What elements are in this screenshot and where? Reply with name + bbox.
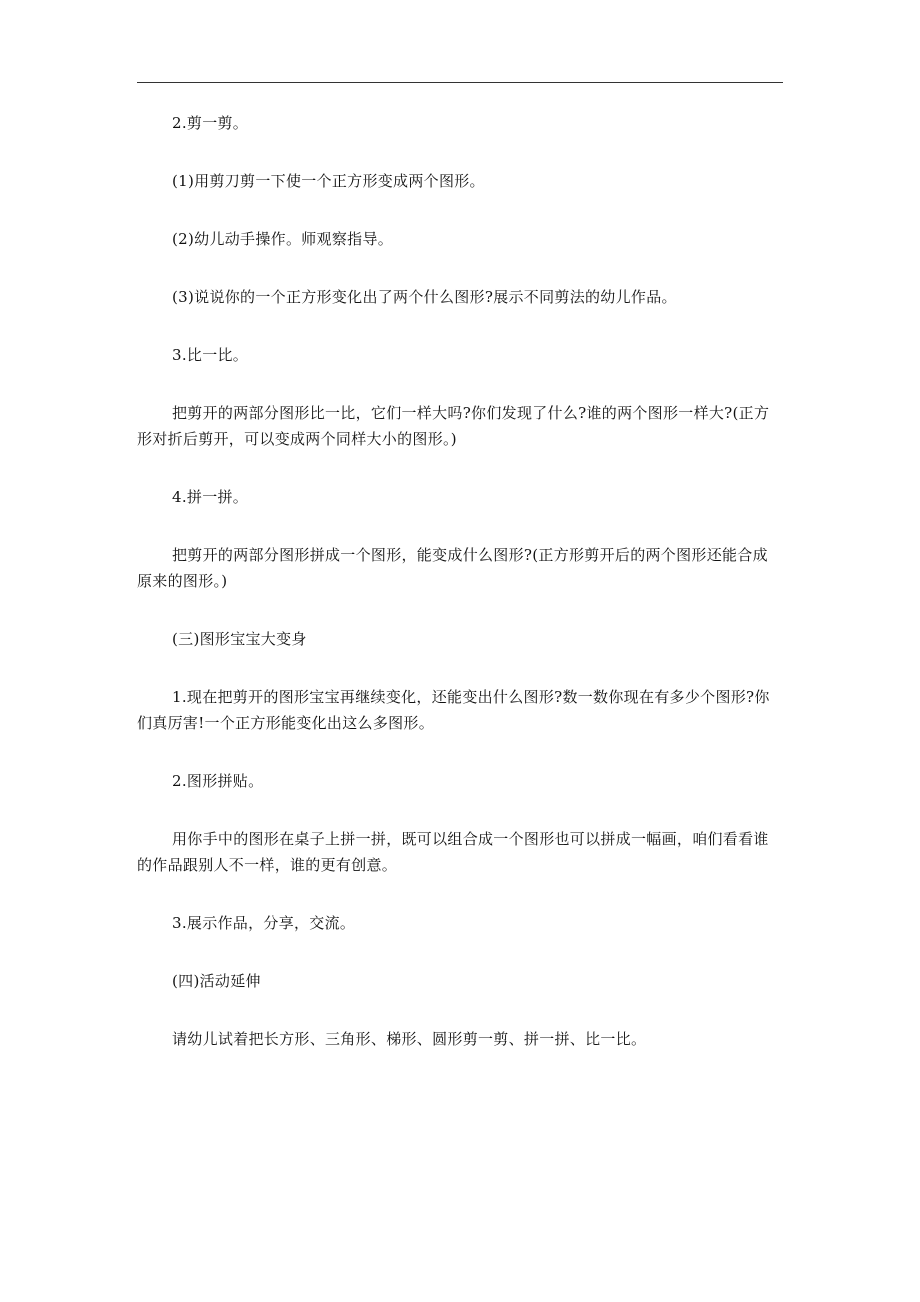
paragraph-assemble-body: 把剪开的两部分图形拼成一个图形，能变成什么图形?(正方形剪开后的两个图形还能合成原来的图形。)	[137, 546, 768, 590]
document-body	[137, 110, 783, 1052]
paragraph-cut-step-1: (1)用剪刀剪一下使一个正方形变成两个图形。	[172, 172, 485, 190]
paragraph-cut-step-2: (2)幼儿动手操作。师观察指导。	[172, 230, 394, 248]
paragraph-showcase: 3.展示作品，分享，交流。	[172, 914, 356, 932]
paragraph-collage-heading: 2.图形拼贴。	[172, 772, 264, 790]
header-rule	[137, 82, 783, 83]
paragraph-cut-step-3: (3)说说你的一个正方形变化出了两个什么图形?展示不同剪法的幼儿作品。	[172, 288, 677, 306]
paragraph-compare-body: 把剪开的两部分图形比一比，它们一样大吗?你们发现了什么?谁的两个图形一样大?(正方形对折后剪开，可以变成两个同样大小的图形。)	[137, 404, 770, 448]
section-three-title: (三)图形宝宝大变身	[172, 630, 307, 648]
paragraph-collage-body: 用你手中的图形在桌子上拼一拼，既可以组合成一个图形也可以拼成一幅画，咱们看看谁的作品跟别人不一样，谁的更有创意。	[137, 830, 769, 874]
paragraph-compare-heading: 3.比一比。	[172, 346, 249, 364]
paragraph-transform-body: 1.现在把剪开的图形宝宝再继续变化，还能变出什么图形?数一数你现在有多少个图形?你们真厉害!一个正方形能变化出这么多图形。	[137, 688, 770, 732]
paragraph-cut-heading: 2.剪一剪。	[172, 114, 249, 132]
paragraph-extension-body: 请幼儿试着把长方形、三角形、梯形、圆形剪一剪、拼一拼、比一比。	[172, 1030, 647, 1048]
paragraph-assemble-heading: 4.拼一拼。	[172, 488, 249, 506]
section-four-title: (四)活动延伸	[172, 972, 261, 990]
